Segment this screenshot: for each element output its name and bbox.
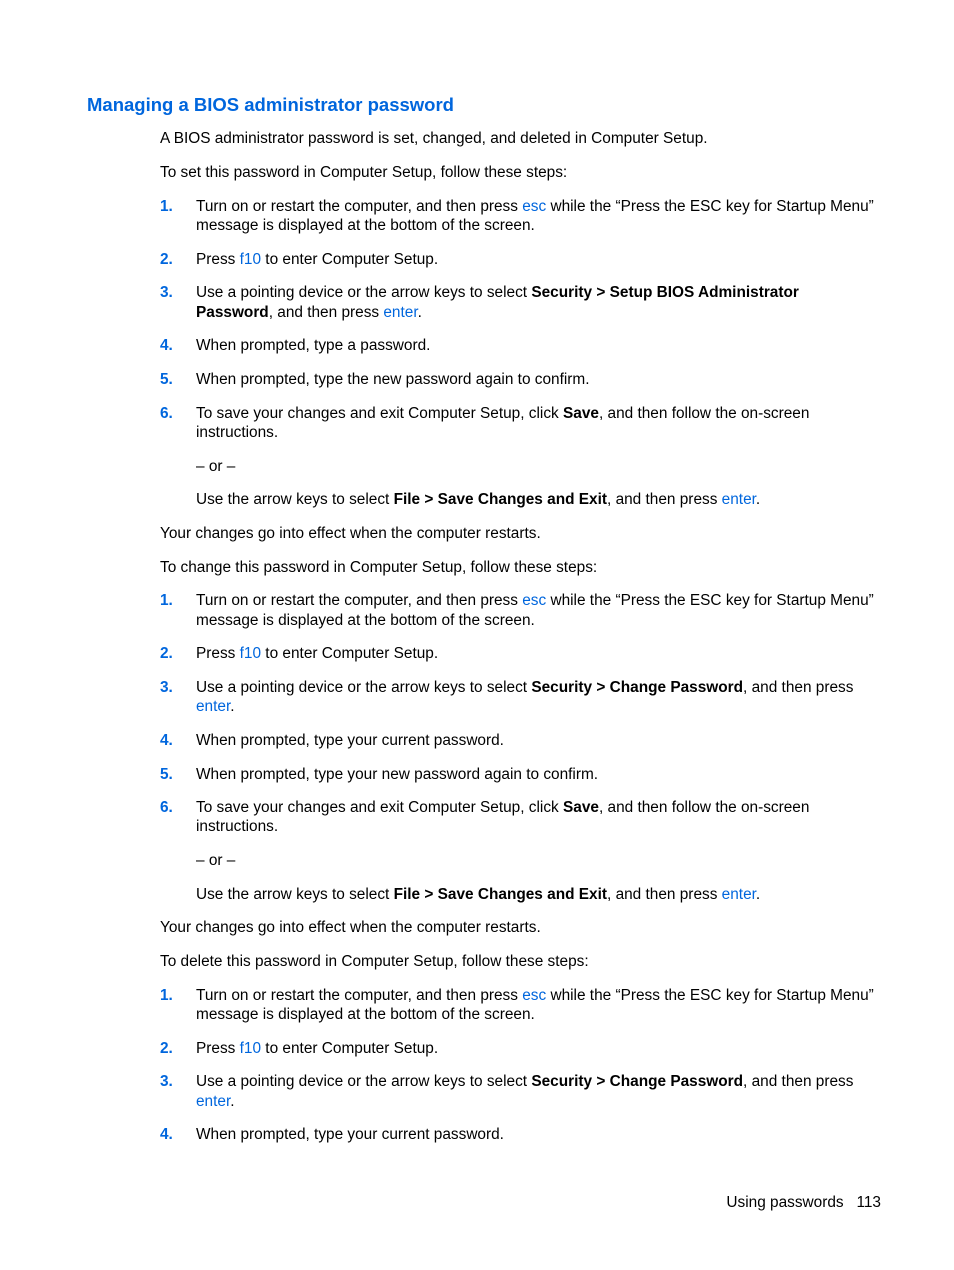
step-text: . — [230, 698, 235, 715]
delete-step-1-number: 1. — [160, 987, 173, 1004]
menu-path: Security > Setup BIOS Administrator — [531, 284, 799, 301]
delete-step-4: When prompted, type your current password. — [196, 1126, 504, 1143]
change-step-4-number: 4. — [160, 732, 173, 749]
delete-step-3-line2 — [196, 1092, 235, 1112]
change-step-5-number: 5. — [160, 766, 173, 783]
menu-path: Security > Change Password — [531, 679, 744, 696]
step-text: Press — [196, 645, 240, 662]
section-heading: Managing a BIOS administrator password — [87, 94, 454, 115]
step-text: while the “Press the ESC key for Startup Menu” — [546, 987, 874, 1004]
set-step-1-number: 1. — [160, 198, 173, 215]
change-lead: To change this password in Computer Setup, follow these steps: — [160, 559, 598, 576]
step-text: , and then press — [268, 304, 384, 321]
set-step-3-line1 — [196, 283, 799, 303]
set-step-2 — [196, 250, 438, 270]
step-text: to enter Computer Setup. — [261, 251, 439, 268]
change-step-5: When prompted, type your new password again to confirm. — [196, 766, 599, 783]
step-text: Use a pointing device or the arrow keys to select — [196, 679, 532, 696]
step-text: , and then follow the on-screen — [598, 799, 810, 816]
set-step-5-number: 5. — [160, 371, 173, 388]
change-step-6-line2: instructions. — [196, 818, 279, 835]
step-text: to enter Computer Setup. — [261, 1040, 439, 1057]
key-f10: f10 — [239, 251, 262, 268]
key-enter: enter — [383, 304, 418, 321]
delete-step-1-line1 — [196, 986, 874, 1006]
step-text: Turn on or restart the computer, and then press — [196, 198, 523, 215]
step-text: to enter Computer Setup. — [261, 645, 439, 662]
delete-step-2 — [196, 1039, 438, 1059]
step-text: . — [230, 1093, 235, 1110]
change-step-1-line1 — [196, 591, 874, 611]
change-step-3-number: 3. — [160, 679, 173, 696]
menu-path: File > Save Changes and Exit — [393, 886, 608, 903]
key-enter: enter — [721, 886, 756, 903]
menu-path: Password — [196, 304, 269, 321]
step-text: . — [755, 886, 761, 903]
delete-step-3-line1 — [196, 1072, 853, 1092]
save-option: Save — [563, 405, 599, 422]
key-f10: f10 — [239, 1040, 262, 1057]
set-or-separator: – or – — [196, 458, 236, 475]
step-text: while the “Press the ESC key for Startup Menu” — [546, 592, 874, 609]
set-step-5: When prompted, type the new password again to confirm. — [196, 371, 590, 388]
step-text: Press — [196, 1040, 240, 1057]
change-step-3-line2 — [196, 697, 235, 717]
step-text: while the “Press the ESC key for Startup Menu” — [546, 198, 874, 215]
page-footer — [726, 1193, 881, 1213]
set-step-3-number: 3. — [160, 284, 173, 301]
set-step-4-number: 4. — [160, 337, 173, 354]
key-enter: enter — [196, 1093, 231, 1110]
key-esc: esc — [522, 592, 547, 609]
delete-lead: To delete this password in Computer Setup, follow these steps: — [160, 953, 589, 970]
key-enter: enter — [196, 698, 231, 715]
change-effect-note: Your changes go into effect when the computer restarts. — [160, 919, 541, 936]
step-text: , and then press — [743, 679, 854, 696]
step-text: Press — [196, 251, 240, 268]
step-text: Use a pointing device or the arrow keys to select — [196, 1073, 532, 1090]
delete-step-1-line2: message is displayed at the bottom of the screen. — [196, 1006, 535, 1023]
change-step-2 — [196, 644, 438, 664]
save-option: Save — [563, 799, 599, 816]
set-alternative — [196, 490, 760, 510]
step-text: , and then press — [607, 491, 722, 508]
delete-step-3-number: 3. — [160, 1073, 173, 1090]
change-step-1-number: 1. — [160, 592, 173, 609]
set-step-4: When prompted, type a password. — [196, 337, 431, 354]
step-text: To save your changes and exit Computer Setup, click — [196, 799, 563, 816]
delete-step-4-number: 4. — [160, 1126, 173, 1143]
step-text: . — [417, 304, 422, 321]
step-text: , and then press — [743, 1073, 854, 1090]
set-step-6-number: 6. — [160, 405, 173, 422]
step-text: , and then press — [607, 886, 722, 903]
step-text: Use a pointing device or the arrow keys to select — [196, 284, 532, 301]
page-number: 113 — [856, 1194, 881, 1211]
change-step-3-line1 — [196, 678, 853, 698]
change-alternative — [196, 885, 760, 905]
set-step-6-line1 — [196, 404, 809, 424]
set-step-3-line2 — [196, 303, 422, 323]
set-step-1-line1 — [196, 197, 874, 217]
set-effect-note: Your changes go into effect when the computer restarts. — [160, 525, 541, 542]
set-step-6-line2: instructions. — [196, 424, 279, 441]
step-text: To save your changes and exit Computer Setup, click — [196, 405, 563, 422]
step-text: Use the arrow keys to select — [196, 491, 394, 508]
change-step-4: When prompted, type your current password. — [196, 732, 504, 749]
change-step-2-number: 2. — [160, 645, 173, 662]
set-step-2-number: 2. — [160, 251, 173, 268]
menu-path: Security > Change Password — [531, 1073, 744, 1090]
change-step-6-line1 — [196, 798, 809, 818]
step-text: Turn on or restart the computer, and then press — [196, 592, 523, 609]
change-step-6-number: 6. — [160, 799, 173, 816]
key-esc: esc — [522, 987, 547, 1004]
step-text: , and then follow the on-screen — [598, 405, 810, 422]
change-or-separator: – or – — [196, 852, 236, 869]
key-f10: f10 — [239, 645, 262, 662]
set-lead: To set this password in Computer Setup, follow these steps: — [160, 164, 568, 181]
key-esc: esc — [522, 198, 547, 215]
change-step-1-line2: message is displayed at the bottom of the screen. — [196, 612, 535, 629]
step-text: Turn on or restart the computer, and then press — [196, 987, 523, 1004]
intro-paragraph: A BIOS administrator password is set, changed, and deleted in Computer Setup. — [160, 130, 708, 147]
footer-section: Using passwords — [726, 1194, 844, 1211]
step-text: Use the arrow keys to select — [196, 886, 394, 903]
set-step-1-line2: message is displayed at the bottom of the screen. — [196, 217, 535, 234]
key-enter: enter — [721, 491, 756, 508]
delete-step-2-number: 2. — [160, 1040, 173, 1057]
step-text: . — [755, 491, 761, 508]
menu-path: File > Save Changes and Exit — [393, 491, 608, 508]
